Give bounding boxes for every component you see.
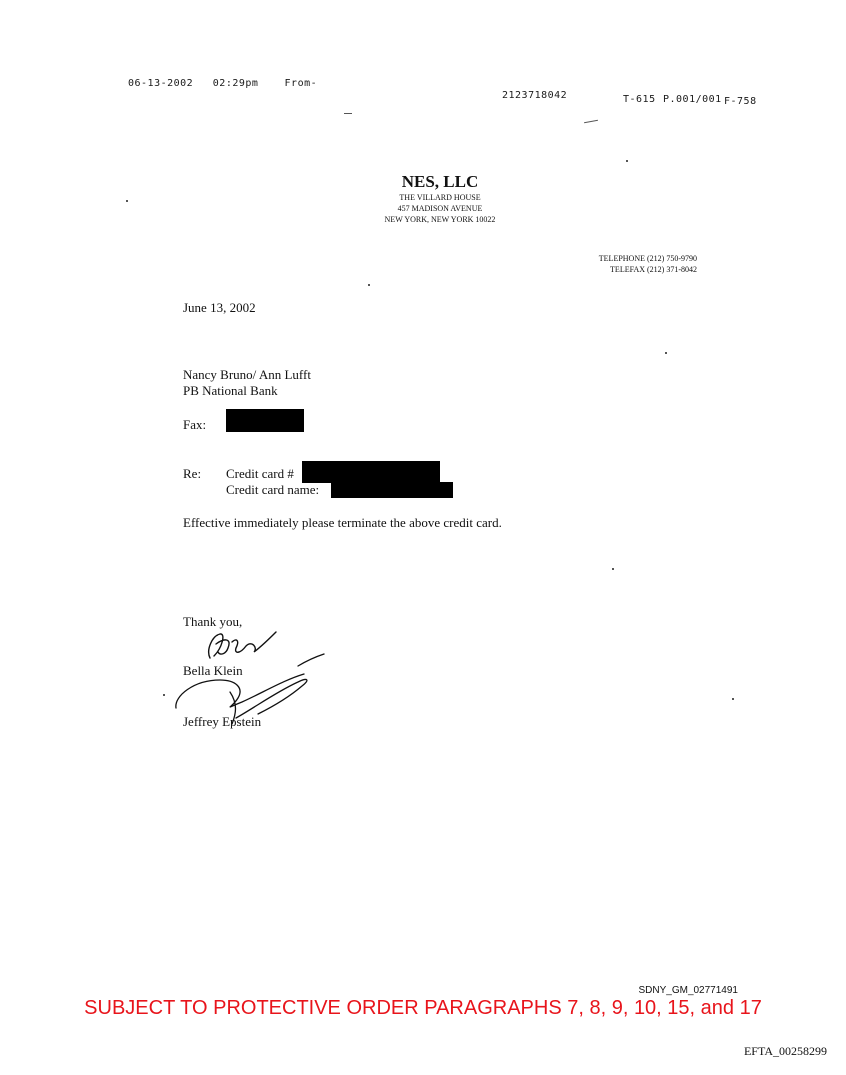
scan-speck: [126, 200, 128, 202]
company-name: NES, LLC: [401, 172, 479, 191]
letter-body: Effective immediately please terminate the above credit card.: [183, 515, 502, 530]
scan-speck: [163, 694, 165, 696]
recipient-organization: PB National Bank: [183, 383, 278, 398]
closing: Thank you,: [183, 614, 243, 629]
redaction-fax-number: [226, 409, 304, 432]
fax-from: From-: [284, 78, 318, 89]
letterhead-line-2: 457 MADISON AVENUE: [397, 204, 483, 213]
protective-order-notice: SUBJECT TO PROTECTIVE ORDER PARAGRAPHS 7, 8, 9, 10, 15, and 17: [84, 997, 762, 1019]
telephone-number: TELEPHONE (212) 750-9790: [598, 254, 697, 263]
credit-card-number-label: Credit card #: [226, 466, 294, 481]
re-label: Re:: [183, 466, 202, 481]
scan-speck: [665, 352, 667, 354]
scan-speck: [732, 698, 734, 700]
recipient-name: Nancy Bruno/ Ann Lufft: [183, 367, 311, 382]
letterhead-line-3: NEW YORK, NEW YORK 10022: [384, 215, 496, 224]
letter-date: June 13, 2002: [183, 300, 256, 315]
scan-speck: [612, 568, 614, 570]
efta-number: EFTA_00258299: [743, 1044, 827, 1058]
signer-jeffrey-epstein: Jeffrey Epstein: [183, 714, 262, 729]
fax-date: 06-13-2002: [128, 78, 194, 89]
fax-time: 02:29pm: [212, 78, 259, 89]
redaction-card-number: [302, 461, 440, 483]
scan-speck: [584, 120, 598, 123]
letterhead-line-1: THE VILLARD HOUSE: [399, 193, 481, 202]
scan-speck: [368, 284, 370, 286]
bates-number: SDNY_GM_02771491: [638, 985, 738, 996]
telefax-number: TELEFAX (212) 371-8042: [610, 265, 697, 274]
fax-label: Fax:: [183, 417, 207, 432]
credit-card-name-label: Credit card name:: [226, 482, 320, 497]
fax-t-code: T-615: [623, 94, 656, 105]
fax-number: 2123718042: [502, 90, 568, 101]
fax-f-code: F-758: [724, 96, 757, 107]
fax-header-left: [128, 78, 317, 89]
scan-speck: [344, 113, 352, 114]
redaction-card-name: [331, 482, 453, 498]
scan-speck: [626, 160, 628, 162]
fax-page-count: P.001/001: [663, 94, 722, 105]
signer-bella-klein: Bella Klein: [183, 663, 243, 678]
